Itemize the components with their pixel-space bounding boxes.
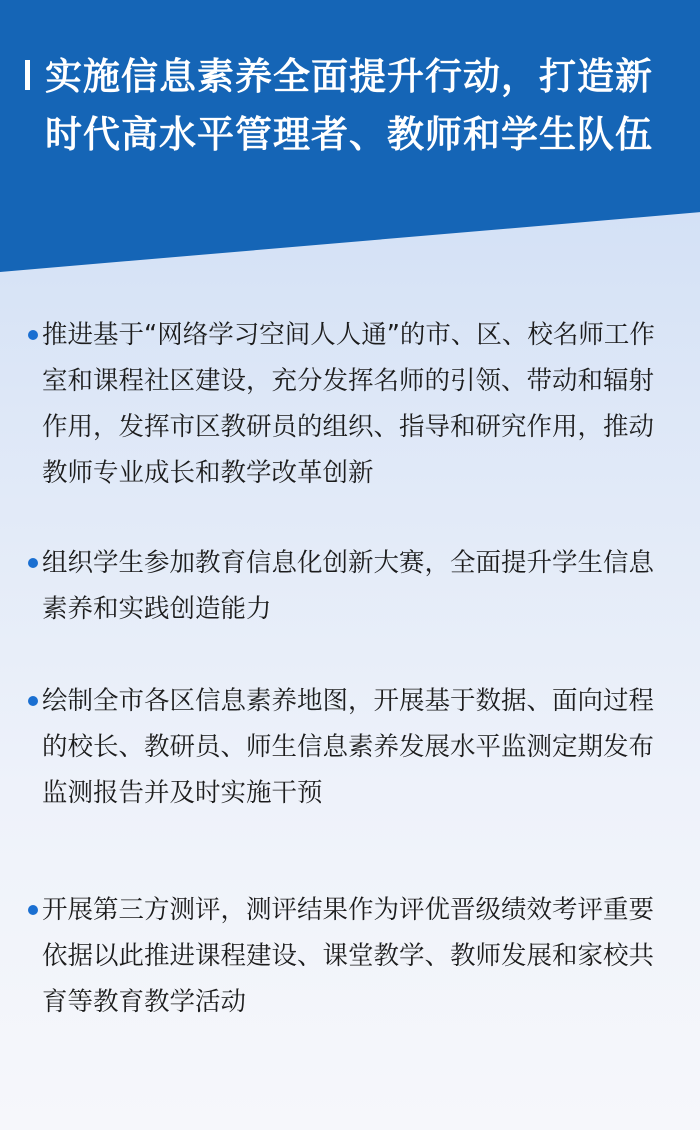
list-item-text: 组织学生参加教育信息化创新大赛，全面提升学生信息素养和实践创造能力 [42,548,655,624]
list-item-text: 开展第三方测评，测评结果作为评优晋级绩效考评重要依据以此推进课程建设、课堂教学、教师发展和家校共育等教育教学活动 [42,895,655,1017]
bullet-dot-icon [28,905,38,915]
list-item [28,887,668,1025]
bullet-dot-icon [28,330,38,340]
title-accent-bar [25,60,30,90]
list-item [28,312,668,496]
bullet-dot-icon [28,558,38,568]
list-item [28,540,668,632]
list-item [28,678,668,816]
list-item-text: 绘制全市各区信息素养地图，开展基于数据、面向过程的校长、教研员、师生信息素养发展水平监测定期发布监测报告并及时实施干预 [42,686,655,808]
page-title: 实施信息素养全面提升行动，打造新时代高水平管理者、教师和学生队伍 [45,55,653,156]
list-item-text: 推进基于“网络学习空间人人通”的市、区、校名师工作室和课程社区建设，充分发挥名师的引领、带动和辐射作用，发挥市区教研员的组织、指导和研究作用，推动教师专业成长和教学改革创新 [42,320,655,488]
bullet-dot-icon [28,696,38,706]
